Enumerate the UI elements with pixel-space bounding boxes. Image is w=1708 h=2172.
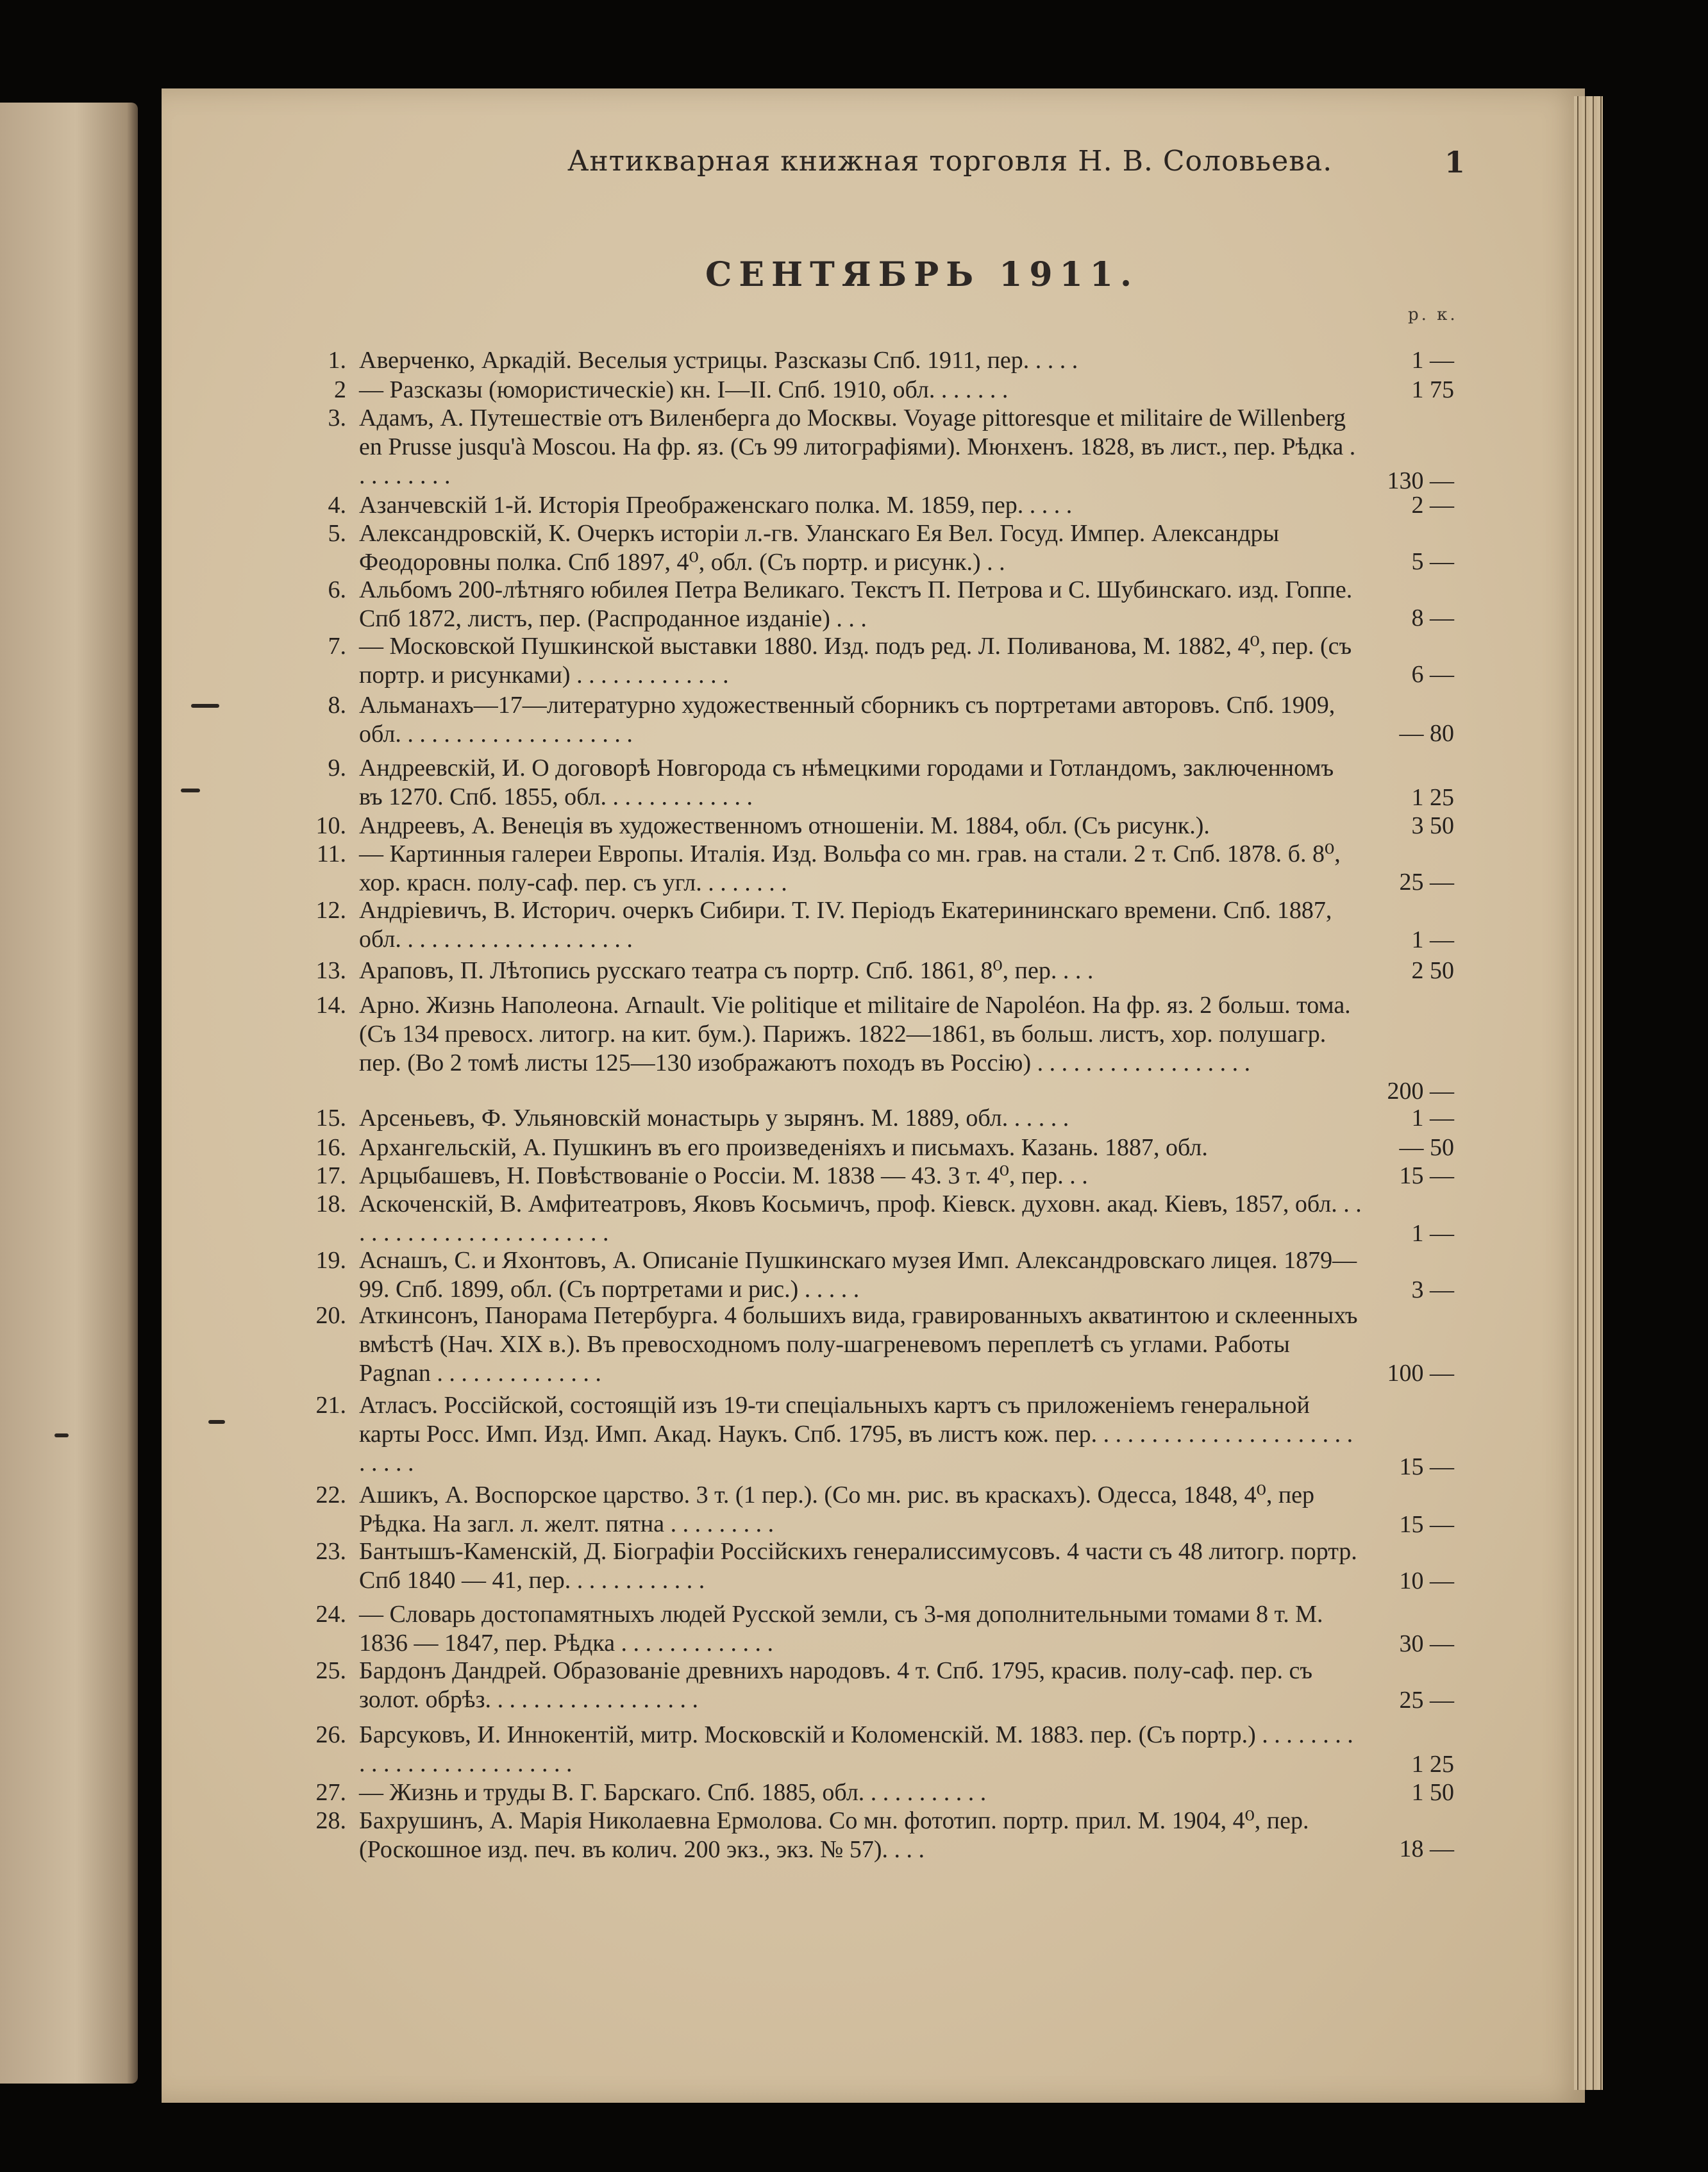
entry-description: Азанчевскій 1-й. Исторія Преображенскаго полка. М. 1859, пер. . . . . bbox=[359, 492, 1073, 519]
entry-description: Адамъ, А. Путешествіе отъ Виленберга до Москвы. Voyage pittoresque et militaire de Willenberg en Prusse jusqu'à Moscou. На фр. яз. (Съ 99 литографіями). Мюнхенъ. 1828, въ лист., пер. Рѣдка . . . . . . . . . bbox=[359, 405, 1356, 489]
entry-price: — 80 bbox=[1399, 720, 1454, 747]
running-header: Антикварная книжная торговля Н. В. Соловьева. bbox=[567, 145, 1333, 178]
entry-description: Атласъ. Россійской, состоящій изъ 19-ти спеціальныхъ картъ съ приложеніемъ генеральной карты Росс. Имп. Изд. Имп. Акад. Наукъ. Спб. 1795, въ листъ кож. пер. . . . . . . . . . . . . . . . . . . . . . . . . . . bbox=[359, 1392, 1353, 1476]
entry-number: 2 bbox=[334, 376, 346, 403]
entry-price: 1 — bbox=[1411, 926, 1454, 953]
entry-number: 17. bbox=[315, 1162, 346, 1189]
entry-number: 3. bbox=[328, 405, 346, 431]
entry-price: 1 — bbox=[1411, 1220, 1454, 1247]
entry-description: Андреевскій, И. О договорѣ Новгорода съ нѣмецкими городами и Готландомъ, заключенномъ въ 1270. Спб. 1855, обл. . . . . . . . . . . . . bbox=[359, 755, 1334, 810]
entry-number: 10. bbox=[315, 812, 346, 839]
entry-number: 26. bbox=[315, 1721, 346, 1748]
entry-number: 15. bbox=[315, 1105, 346, 1132]
margin-mark bbox=[54, 1433, 69, 1437]
entry-price: 1 75 bbox=[1411, 376, 1454, 403]
entry-price: 1 — bbox=[1411, 347, 1454, 374]
facing-page-edge bbox=[0, 103, 138, 2084]
entry-price: 3 50 bbox=[1411, 812, 1454, 839]
entry-number: 28. bbox=[315, 1807, 346, 1834]
entry-number: 12. bbox=[315, 897, 346, 924]
entry-description: — Словарь достопамятныхъ людей Русской земли, съ 3-мя дополнительными томами 8 т. М. 1836 — 1847, пер. Рѣдка . . . . . . . . . . . . . bbox=[359, 1601, 1323, 1657]
entry-number: 27. bbox=[315, 1779, 346, 1806]
entry-description: — Жизнь и труды В. Г. Барскаго. Спб. 1885, обл. . . . . . . . . . . bbox=[359, 1779, 987, 1806]
entry-description: — Разсказы (юмористическіе) кн. I—II. Спб. 1910, обл. . . . . . . bbox=[359, 376, 1009, 403]
entry-price: 1 25 bbox=[1411, 1751, 1454, 1778]
entry-description: Аверченко, Аркадій. Веселыя устрицы. Разсказы Спб. 1911, пер. . . . . bbox=[359, 347, 1078, 374]
entry-price: 10 — bbox=[1399, 1567, 1454, 1594]
entry-number: 21. bbox=[315, 1392, 346, 1419]
entry-price: 15 — bbox=[1399, 1162, 1454, 1189]
entry-number: 23. bbox=[315, 1538, 346, 1565]
entry-description: Андреевъ, А. Венеція въ художественномъ отношеніи. М. 1884, обл. (Съ рисунк.). bbox=[359, 812, 1210, 839]
entry-description: Альманахъ—17—литературно художественный сборникъ съ портретами авторовъ. Спб. 1909, обл. . . . . . . . . . . . . . . . . . . . bbox=[359, 692, 1335, 748]
entry-number: 11. bbox=[316, 840, 346, 867]
entry-number: 24. bbox=[315, 1601, 346, 1628]
entry-price: 5 — bbox=[1411, 548, 1454, 575]
entry-description: Архангельскій, А. Пушкинъ въ его произведеніяхъ и письмахъ. Казань. 1887, обл. bbox=[359, 1134, 1208, 1161]
entry-price: 1 50 bbox=[1411, 1779, 1454, 1806]
section-title: СЕНТЯБРЬ 1911. bbox=[705, 255, 1139, 294]
entry-number: 14. bbox=[315, 992, 346, 1019]
entry-description: Араповъ, П. Лѣтопись русскаго театра съ портр. Спб. 1861, 8⁰, пер. . . . bbox=[359, 957, 1094, 984]
entry-price: 30 — bbox=[1399, 1630, 1454, 1657]
entry-number: 16. bbox=[315, 1134, 346, 1161]
entry-number: 8. bbox=[328, 692, 346, 719]
entry-number: 9. bbox=[328, 755, 346, 781]
entry-price: 200 — bbox=[1387, 1078, 1454, 1105]
entry-price: 25 — bbox=[1399, 1687, 1454, 1714]
entry-description: Альбомъ 200-лѣтняго юбилея Петра Великаго. Текстъ П. Петрова и С. Шубинскаго. изд. Гоппе. Спб 1872, листъ, пер. (Распроданное изданіе) . . . bbox=[359, 576, 1353, 632]
entry-number: 20. bbox=[315, 1302, 346, 1329]
entry-price: 15 — bbox=[1399, 1453, 1454, 1480]
entry-description: Аскоченскій, В. Амфитеатровъ, Яковъ Косьмичъ, проф. Кіевск. духовн. акад. Кіевъ, 1857, обл. . . . . . . . . . . . . . . . . . . . . . . . bbox=[359, 1190, 1362, 1246]
entry-number: 1. bbox=[328, 347, 346, 374]
entry-price: 25 — bbox=[1399, 869, 1454, 896]
entry-price: — 50 bbox=[1399, 1134, 1454, 1161]
entry-price: 3 — bbox=[1411, 1276, 1454, 1303]
entry-description: Арсеньевъ, Ф. Ульяновскій монастырь у зырянъ. М. 1889, обл. . . . . . bbox=[359, 1105, 1069, 1132]
entry-price: 6 — bbox=[1411, 661, 1454, 688]
entry-number: 18. bbox=[315, 1190, 346, 1217]
entry-price: 2 50 bbox=[1411, 957, 1454, 984]
entry-description: Бардонъ Дандрей. Образованіе древнихъ народовъ. 4 т. Спб. 1795, красив. полу-саф. пер. съ золот. обрѣз. . . . . . . . . . . . . . . . . . bbox=[359, 1657, 1312, 1713]
entry-description: Барсуковъ, И. Иннокентій, митр. Московскій и Коломенскій. М. 1883. пер. (Съ портр.) . . . . . . . . . . . . . . . . . . . . . . . . . . bbox=[359, 1721, 1353, 1777]
entry-number: 4. bbox=[328, 492, 346, 519]
page-number: 1 bbox=[1444, 145, 1466, 180]
entry-description: Арно. Жизнь Наполеона. Arnault. Vie politique et militaire de Napoléon. На фр. яз. 2 больш. тома. (Съ 134 превосх. литогр. на кит. бум.). Парижъ. 1822—1861, въ больш. листъ, хор. полушагр. пер. (Во 2 томѣ листы 125—130 изображаютъ походъ въ Россію) . . . . . . . . . . . . . . . . . . bbox=[359, 992, 1351, 1076]
margin-mark bbox=[181, 789, 200, 792]
entry-description: — Московской Пушкинской выставки 1880. Изд. подъ ред. Л. Поливанова, М. 1882, 4⁰, пер. (съ портр. и рисунками) . . . . . . . . . . . . . bbox=[359, 633, 1352, 689]
entry-description: Андріевичъ, В. Историч. очеркъ Сибири. Т. IV. Періодъ Екатерининскаго времени. Спб. 1887, обл. . . . . . . . . . . . . . . . . . . . bbox=[359, 897, 1332, 953]
entry-number: 5. bbox=[328, 520, 346, 547]
entry-price: 2 — bbox=[1411, 492, 1454, 519]
entry-price: 15 — bbox=[1399, 1511, 1454, 1538]
price-column-header: р. к. bbox=[1408, 305, 1458, 324]
entry-price: 130 — bbox=[1387, 467, 1454, 494]
entry-description: Аснашъ, С. и Яхонтовъ, А. Описаніе Пушкинскаго музея Имп. Александровскаго лицея. 1879—99. Спб. 1899, обл. (Съ портретами и рис.) . . . . . bbox=[359, 1247, 1357, 1303]
entry-description: Ашикъ, А. Воспорское царство. 3 т. (1 пер.). (Со мн. рис. въ краскахъ). Одесса, 1848, 4⁰, пер Рѣдка. На загл. л. желт. пятна . . . . . . . . . bbox=[359, 1482, 1315, 1537]
entry-description: Бахрушинъ, А. Марія Николаевна Ермолова. Со мн. фототип. портр. прил. М. 1904, 4⁰, пер. (Роскошное изд. печ. въ колич. 200 экз., экз. № 57). . . . bbox=[359, 1807, 1309, 1863]
entry-number: 25. bbox=[315, 1657, 346, 1684]
entry-description: — Картинныя галереи Европы. Италія. Изд. Вольфа со мн. грав. на стали. 2 т. Спб. 1878. б. 8⁰, хор. красн. полу-саф. пер. съ угл. . . . . . . . bbox=[359, 840, 1341, 896]
margin-mark bbox=[191, 704, 219, 708]
entry-number: 13. bbox=[315, 957, 346, 984]
entry-price: 8 — bbox=[1411, 605, 1454, 631]
entry-number: 6. bbox=[328, 576, 346, 603]
entry-number: 19. bbox=[315, 1247, 346, 1274]
entry-description: Александровскій, К. Очеркъ исторіи л.-гв. Уланскаго Ея Вел. Госуд. Импер. Александры Феодоровны полка. Спб 1897, 4⁰, обл. (Съ портр. и рисунк.) . . bbox=[359, 520, 1279, 576]
entry-number: 22. bbox=[315, 1482, 346, 1508]
entry-description: Бантышъ-Каменскій, Д. Біографіи Россійскихъ генералиссимусовъ. 4 части съ 48 литогр. портр. Спб 1840 — 41, пер. . . . . . . . . . . . bbox=[359, 1538, 1357, 1594]
margin-mark bbox=[208, 1420, 225, 1424]
entry-price: 1 25 bbox=[1411, 784, 1454, 811]
entry-description: Аткинсонъ, Панорама Петербурга. 4 большихъ вида, гравированныхъ акватинтою и склеенныхъ вмѣстѣ (Нач. XIX в.). Въ превосходномъ полу-шагреневомъ переплетѣ съ углами. Работы Pagnan . . . . . . . . . . . . . . bbox=[359, 1302, 1358, 1387]
entry-price: 100 — bbox=[1387, 1360, 1454, 1387]
entry-description: Арцыбашевъ, Н. Повѣствованіе о Россіи. М. 1838 — 43. 3 т. 4⁰, пер. . . bbox=[359, 1162, 1088, 1189]
entry-price: 18 — bbox=[1399, 1835, 1454, 1862]
entry-price: 1 — bbox=[1411, 1105, 1454, 1132]
page-edges bbox=[1574, 96, 1603, 2090]
entry-number: 7. bbox=[328, 633, 346, 660]
